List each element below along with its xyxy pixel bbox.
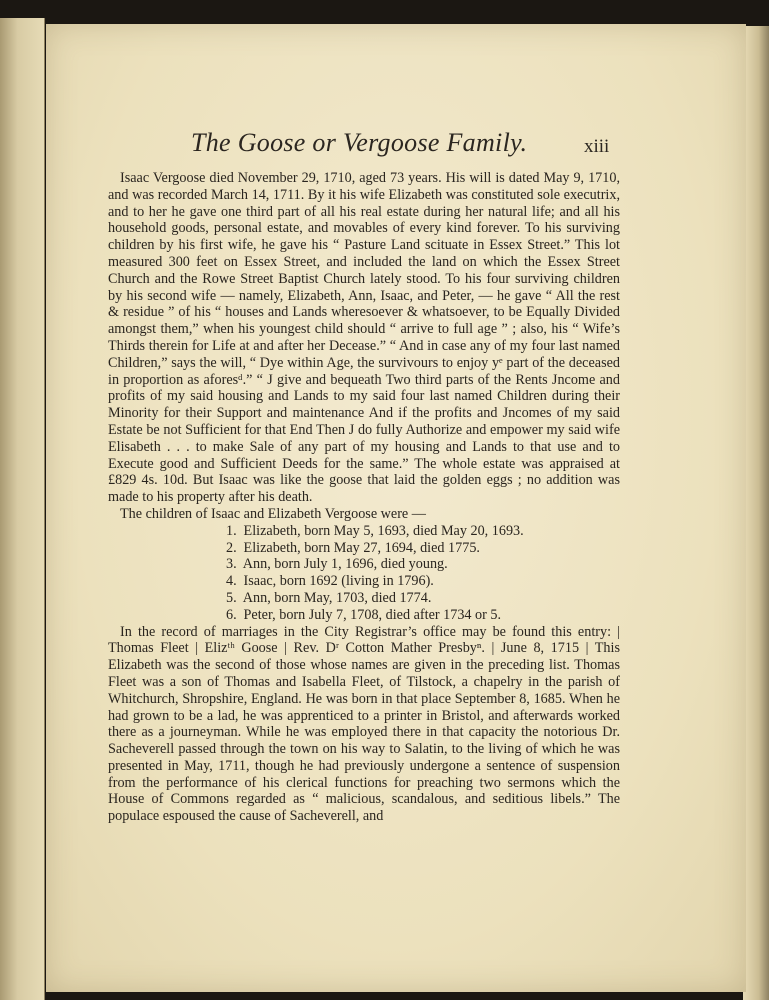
children-list <box>108 523 620 624</box>
list-item <box>226 607 620 624</box>
list-item-number: 6. <box>226 606 237 623</box>
list-item-number: 4. <box>226 573 237 590</box>
list-item <box>226 540 620 557</box>
list-item-number: 3. <box>226 556 237 573</box>
list-item-text: Peter, born July 7, 1708, died after 1734 or 5. <box>243 606 502 623</box>
right-page-edge <box>743 26 769 1000</box>
book-page <box>46 24 746 992</box>
body-text <box>108 170 620 825</box>
list-item-number: 2. <box>226 539 237 556</box>
list-item <box>226 590 620 607</box>
page-number: xiii <box>584 136 610 157</box>
list-item <box>226 523 620 540</box>
list-item-text: Ann, born May, 1703, died 1774. <box>242 589 432 606</box>
children-intro: The children of Isaac and Elizabeth Vergoose were — <box>120 505 426 522</box>
list-item <box>226 573 620 590</box>
list-item-text: Elizabeth, born May 27, 1694, died 1775. <box>243 539 480 556</box>
marriage-record-paragraph: In the record of marriages in the City Registrar’s office may be found this entry: | Thomas Fleet | Elizᵗʰ Goose | Rev. Dʳ Cotton Mather Presbyⁿ. | June 8, 1715 | This Elizabeth was the second of those whose names are given in the preceding list. Thomas Fleet was a son of Thomas and Isabella Fleet, of Tilstock, a chapelry in the parish of Whitchurch, Shropshire, England. He was born in that place September 8, 1685. When he had grown to be a lad, he was apprenticed to a printer in Bristol, and afterwards worked there as a journeyman. While he was employed there in that capacity the notorious Dr. Sacheverell passed through the town on his way to Salatin, to the living of which he was presented in May, 1711, though he had previously undergone a sentence of suspension from the performance of his clerical functions for preaching two sermons which the House of Commons regarded as “ malicious, scandalous, and seditious libels.” The populace espoused the cause of Sacheverell, and <box>108 623 620 825</box>
list-item-number: 5. <box>226 589 237 606</box>
left-page-edge <box>0 18 45 1000</box>
list-item-text: Elizabeth, born May 5, 1693, died May 20, 1693. <box>243 522 524 539</box>
list-item-number: 1. <box>226 522 237 539</box>
will-paragraph: Isaac Vergoose died November 29, 1710, aged 73 years. His will is dated May 9, 1710, and was recorded March 14, 1711. By it his wife Elizabeth was constituted sole executrix, and to her he gave one third part of all his real estate during her natural life; and all his household goods, personal estate, and movables of every kind forever. To his surviving children by his first wife, he gave his “ Pasture Land scituate in Essex Street.” This lot measured 300 feet on Essex Street, and included the land on which the Essex Street Church and the Rowe Street Baptist Church lately stood. To his four surviving children by his second wife — namely, Elizabeth, Ann, Isaac, and Peter, — he gave “ All the rest & residue ” of his “ houses and Lands wheresoever & whatsoever, to be Equally Divided amongst them,” when his youngest child should “ arrive to full age ” ; also, his “ Wife’s Thirds therein for Life at and after her Decease.” “ And in case any of my four last named Children,” says the will, “ Dye within Age, the survivours to enjoy yᵉ part of the deceased in proportion as aforesᵈ.” “ J give and bequeath Two third parts of the Rents Jncome and profits of my said housing and Lands to my said four last named Children during their Minority for their Support and maintenance And if the profits and Jncomes of my said Estate be not Sufficient for that End Then J do fully Authorize and empower my said wife Elisabeth . . . to make Sale of any part of my housing and Lands to that use and to Execute good and Sufficient Deeds for the same.” The whole estate was appraised at £829 4s. 10d. But Isaac was like the goose that laid the golden eggs ; no addition was made to his property after his death. <box>108 170 620 506</box>
list-item-text: Isaac, born 1692 (living in 1796). <box>243 573 434 590</box>
page-title: The Goose or Vergoose Family. <box>191 128 528 157</box>
list-item-text: Ann, born July 1, 1696, died young. <box>242 556 448 573</box>
list-item <box>226 556 620 573</box>
running-head <box>46 128 746 168</box>
